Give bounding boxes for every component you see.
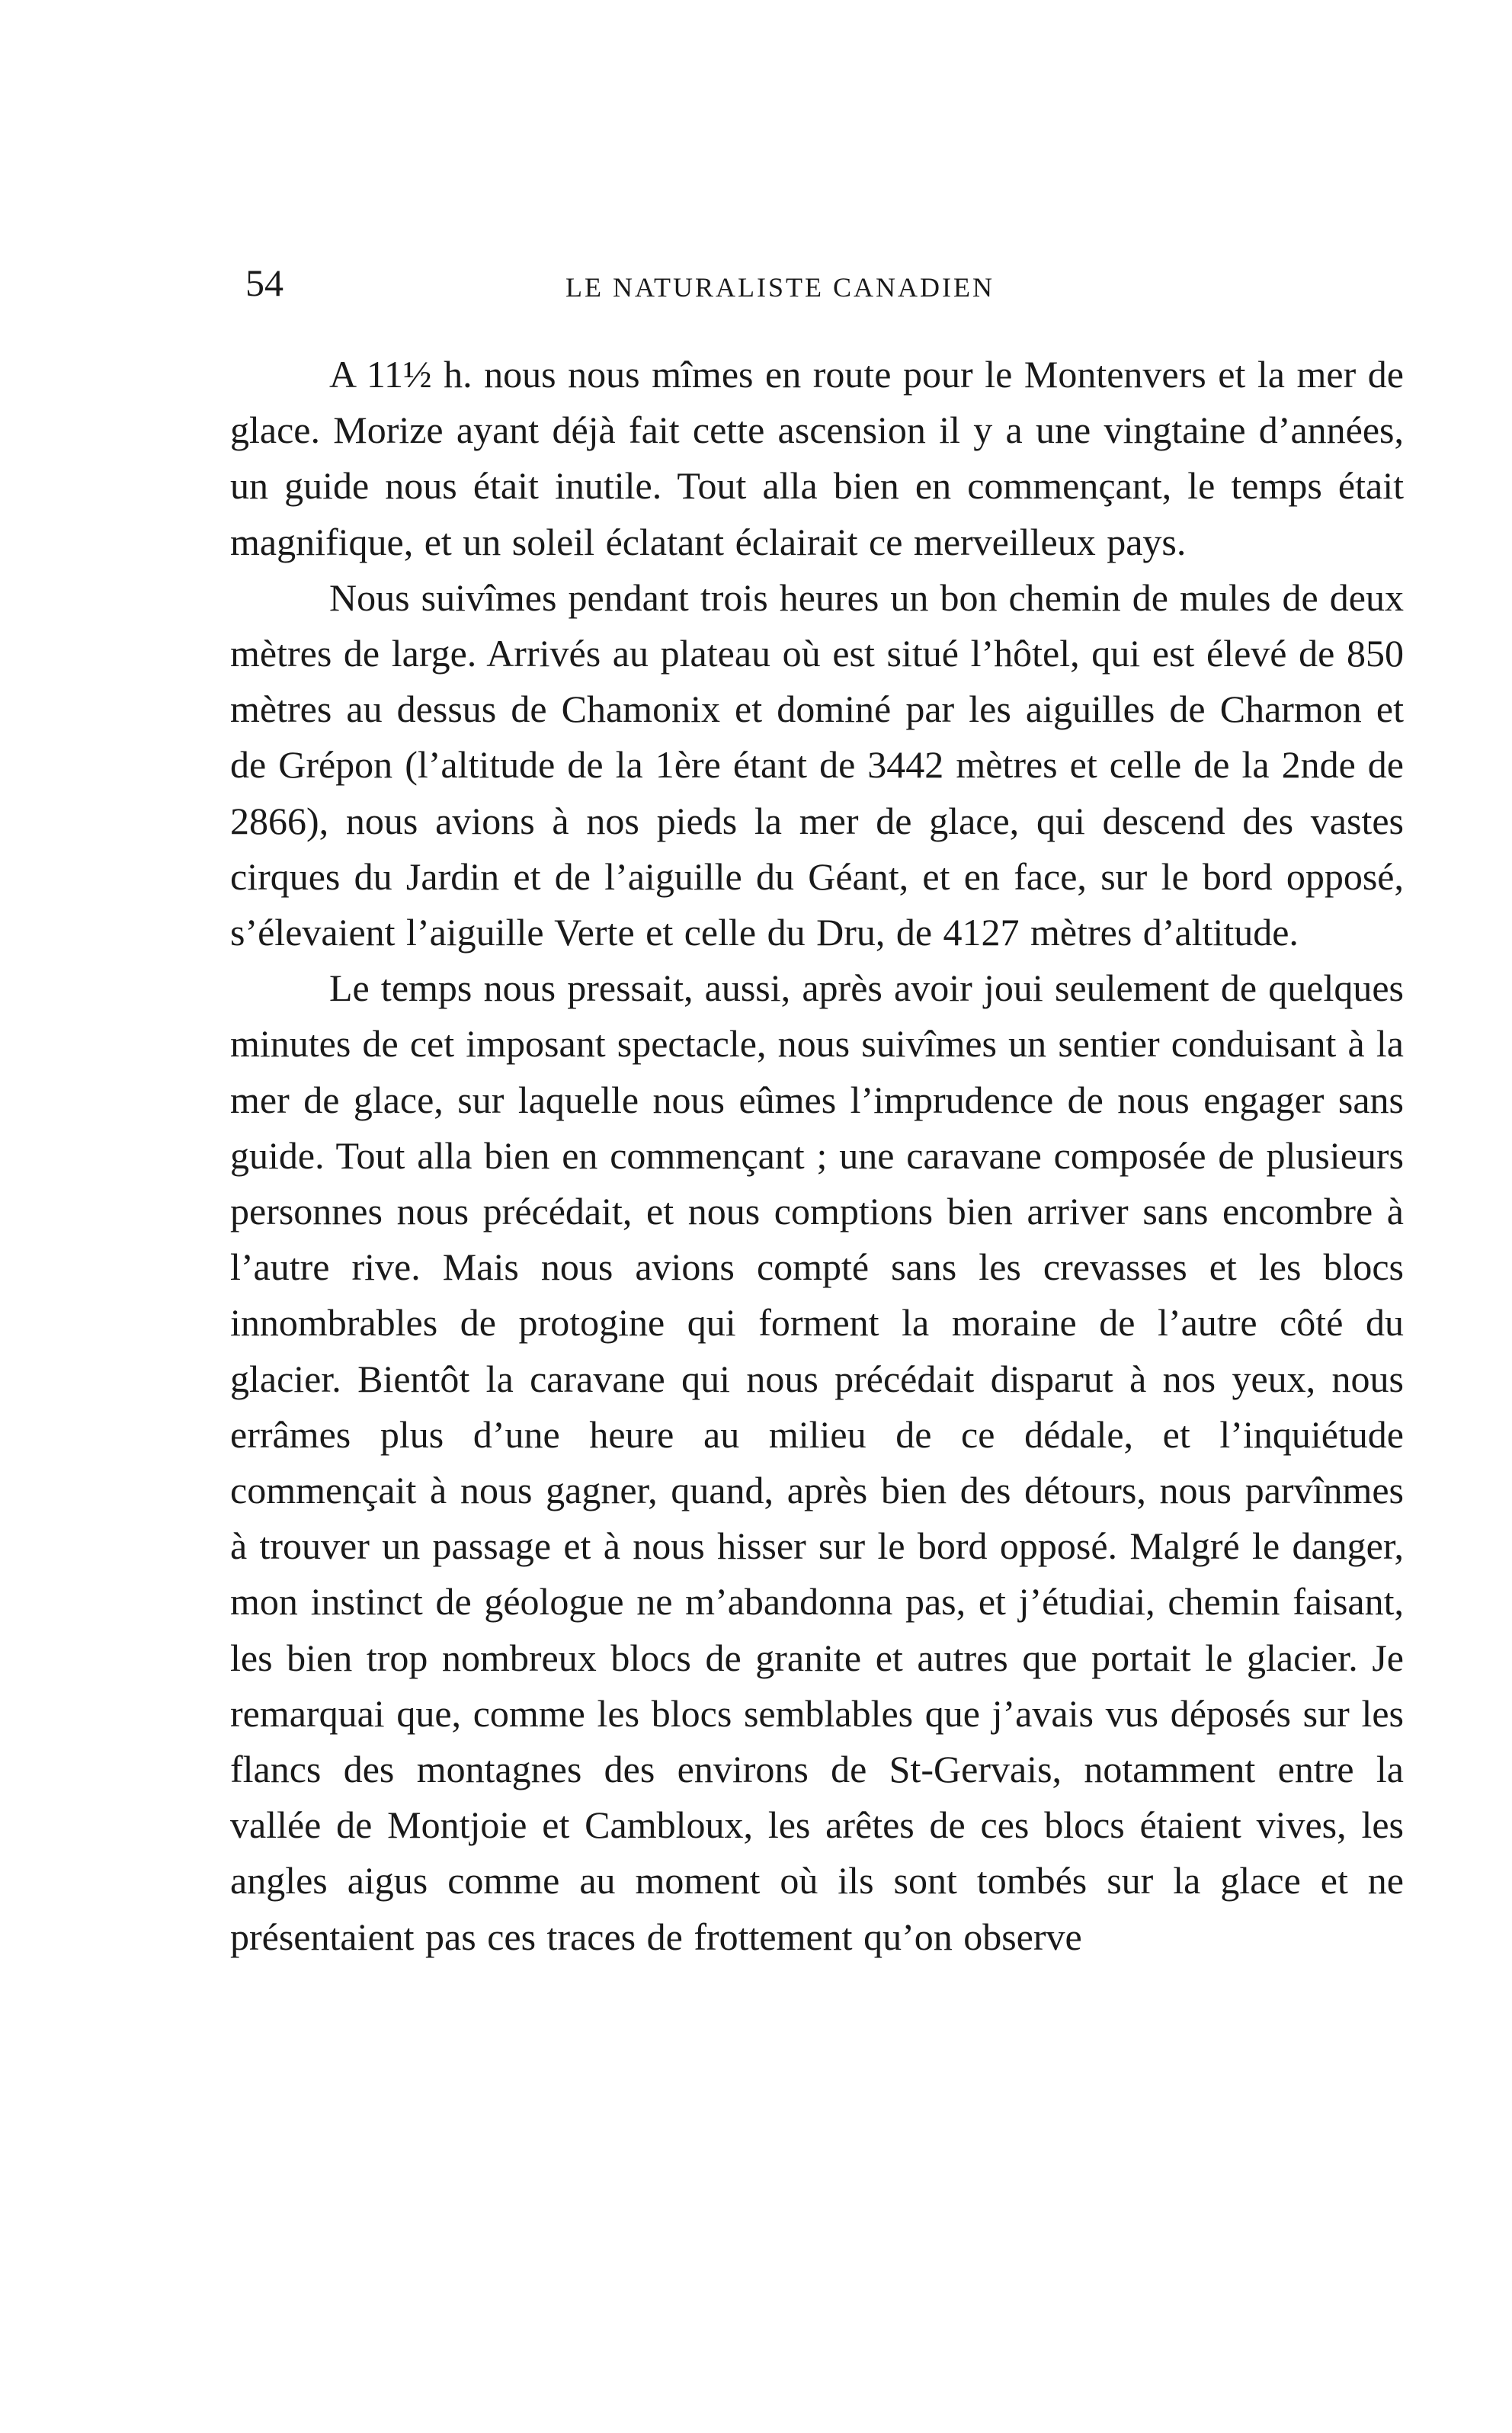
page-header [245, 256, 1404, 309]
paragraph-2: Nous suivîmes pendant trois heures un bon chemin de mules de deux mètres de large. Arrivés au plateau où est situé l’hôtel, qui est élevé de 850 mètres au dessus de Chamonix et dominé par les aiguilles de Charmon et de Grépon (l’altitude de la 1ère étant de 3442 mètres et celle de la 2nde de 2866), nous avions à nos pieds la mer de glace, qui descend des vastes cirques du Jardin et de l’aiguille du Géant, et en face, sur le bord opposé, s’élevaient l’aiguille Verte et celle du Dru, de 4127 mètres d’altitude. [230, 575, 1404, 954]
running-title: LE NATURALISTE CANADIEN [565, 272, 995, 303]
page-number: 54 [245, 261, 284, 304]
paragraph-3: Le temps nous pressait, aussi, après avoir joui seulement de quelques minutes de cet imposant spectacle, nous suivîmes un sentier conduisant à la mer de glace, sur laquelle nous eûmes l’imprudence de nous engager sans guide. Tout alla bien en commençant ; une caravane composée de plusieurs personnes nous précédait, et nous comptions bien arriver sans encombre à l’autre rive. Mais nous avions compté sans les crevasses et les blocs innombrables de protogine qui forment la moraine de l’autre côté du glacier. Bientôt la caravane qui nous précédait disparut à nos yeux, nous errâmes plus d’une heure au milieu de ce dédale, et l’inquiétude commençait à nous gagner, quand, après bien des détours, nous parvînmes à trouver un passage et à nous hisser sur le bord opposé. Malgré le danger, mon instinct de géologue ne m’abandonna pas, et j’étudiai, chemin faisant, les bien trop nombreux blocs de granite et autres que portait le glacier. Je remarquai que, comme les blocs semblables que j’avais vus déposés sur les flancs des montagnes des environs de St-Gervais, notamment entre la vallée de Montjoie et Cambloux, les arêtes de ces blocs étaient vives, les angles aigus comme au moment où ils sont tombés sur la glace et ne présentaient pas ces traces de frottement qu’on observe [230, 966, 1404, 1958]
paragraph-1: A 11½ h. nous nous mîmes en route pour le Montenvers et la mer de glace. Morize ayant déjà fait cette ascension il y a une vingtaine d’années, un guide nous était inutile. Tout alla bien en commençant, le temps était magnifique, et un soleil éclatant éclairait ce merveilleux pays. [230, 353, 1404, 563]
body-text [230, 347, 1404, 1965]
